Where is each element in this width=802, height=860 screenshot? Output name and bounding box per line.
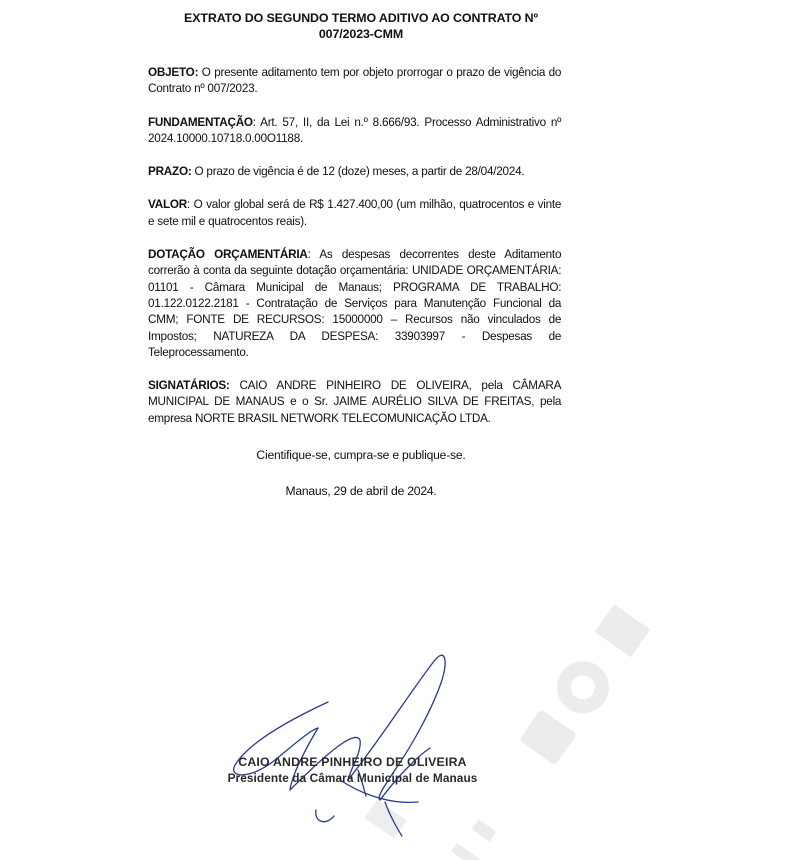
document-title-line1: EXTRATO DO SEGUNDO TERMO ADITIVO AO CONTRATO Nº [184, 11, 538, 25]
section-text: : O valor global será de R$ 1.427.400,00 (um milhão, quatrocentos e vinte e sete mil e quatrocentos reais). [148, 197, 562, 228]
document-title-line2: 007/2023-CMM [318, 27, 404, 41]
section-text: : As despesas decorrentes deste Aditamento correrão à conta da seguinte dotação orçamentária: UNIDADE ORÇAMENTÁRIA: 01101 - Câmara Municipal de Manaus; PROGRAMA DE TRABALHO: 01.122.0122.2181 - Contratação de Serviços para Manutenção Funcional da CMM; FONTE DE RECURSOS: 15000000 – Recursos não vinculados de Impostos; NATUREZA DA DESPESA: 33903997 - Despesas de Teleprocessamento. [148, 247, 562, 359]
handwritten-signature [180, 630, 540, 840]
closing-statement: Cientifique-se, cumpra-se e publique-se. [256, 448, 466, 463]
place-date: Manaus, 29 de abril de 2024. [285, 484, 437, 499]
section-label: FUNDAMENTAÇÃO [148, 114, 253, 129]
section-objeto [148, 64, 561, 97]
signatory-name: CAIO ANDRE PINHEIRO DE OLIVEIRA [238, 755, 467, 769]
section-label: DOTAÇÃO ORÇAMENTÁRIA [148, 247, 308, 262]
signature-block [180, 630, 540, 840]
section-valor [148, 196, 561, 229]
section-prazo [148, 163, 561, 179]
section-fundamentacao [148, 114, 561, 147]
section-label: PRAZO: [148, 164, 192, 179]
section-dotacao-orcamentaria [148, 246, 561, 360]
section-text: CAIO ANDRE PINHEIRO DE OLIVEIRA, pela CÂMARA MUNICIPAL DE MANAUS e o Sr. JAIME AURÉLIO SILVA DE FREITAS, pela empresa NORTE BRASIL NETWORK TELECOMUNICAÇÃO LTDA. [148, 378, 562, 425]
section-text: : Art. 57, II, da Lei n.º 8.666/93. Processo Administrativo nº 2024.10000.10718.0.00O1188. [148, 114, 562, 145]
signatory-role: Presidente da Câmara Municipal de Manaus [227, 771, 478, 785]
section-text: O prazo de vigência é de 12 (doze) meses, a partir de 28/04/2024. [191, 164, 525, 179]
section-signatarios [148, 377, 561, 426]
section-label: VALOR [148, 197, 187, 212]
document-body [148, 10, 574, 498]
section-label: OBJETO: [148, 65, 199, 79]
section-label: SIGNATÁRIOS: [148, 378, 230, 393]
section-text: O presente aditamento tem por objeto prorrogar o prazo de vigência do Contrato nº 007/2023. [148, 65, 562, 96]
